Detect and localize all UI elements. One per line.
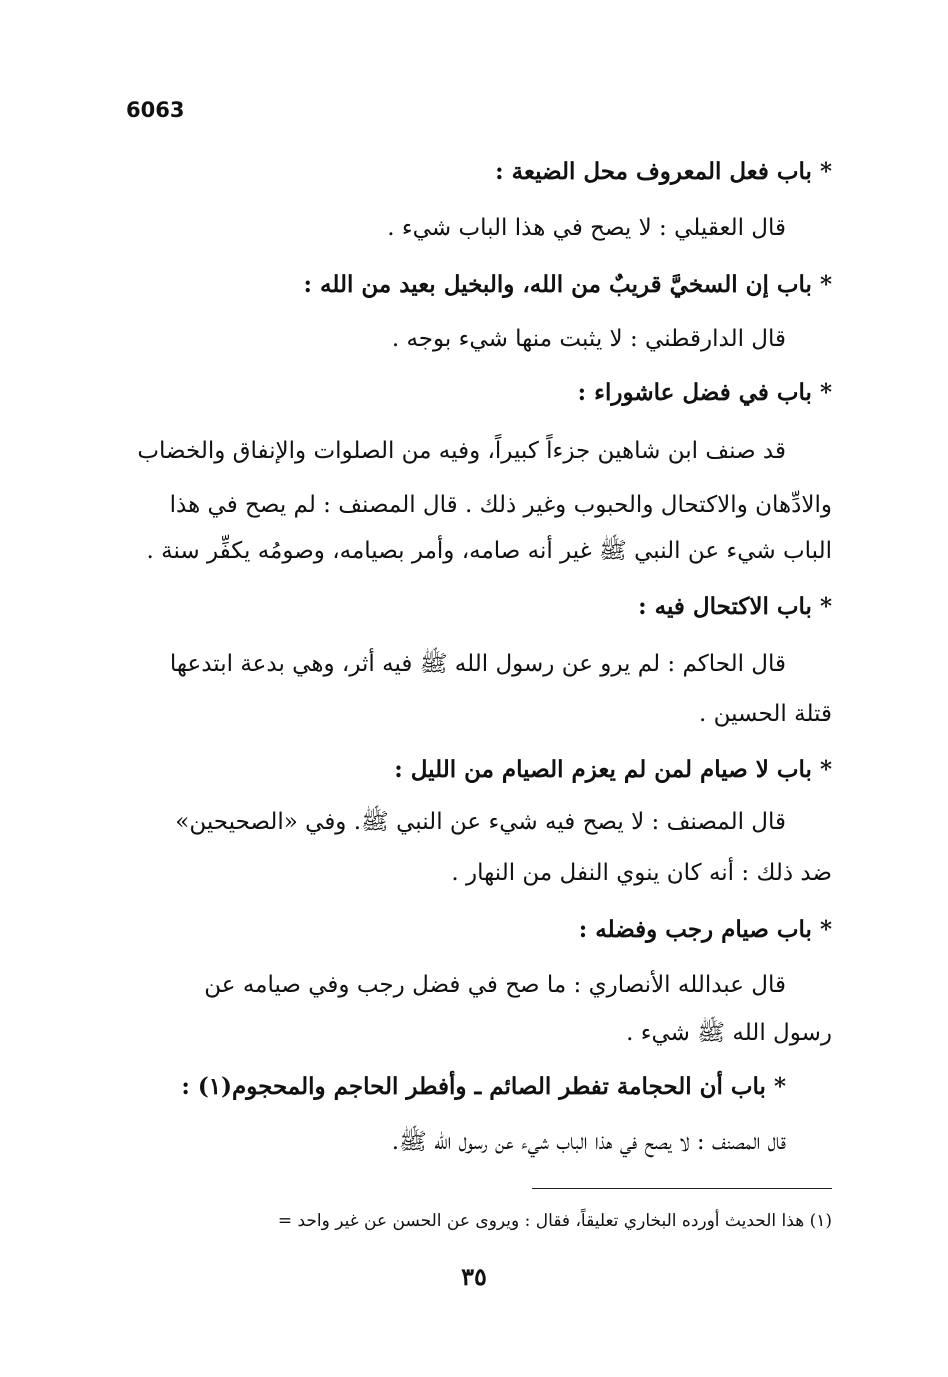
section-heading: * باب في فضل عاشوراء : <box>577 379 832 406</box>
section-heading: * باب إن السخيَّ قريبٌ من الله، والبخيل بعيد من الله : <box>303 271 832 298</box>
section-heading: * باب صيام رجب وفضله : <box>578 916 832 943</box>
section-body-line: ضد ذلك : أنه كان ينوي النفل من النهار . <box>451 860 832 886</box>
section-body-line: قد صنف ابن شاهين جزءاً كبيراً، وفيه من الصلوات والإنفاق والخضاب <box>137 438 786 464</box>
footnote-divider <box>532 1188 832 1189</box>
section-heading: * باب أن الحجامة تفطر الصائم ـ وأفطر الحاجم والمحجوم(١) : <box>181 1073 786 1100</box>
section-body-line: قتلة الحسين . <box>698 701 832 727</box>
footnote: (١) هذا الحديث أورده البخاري تعليقاً، فقال : ويروى عن الحسن عن غير واحد = <box>277 1211 832 1231</box>
section-body-line: قال العقيلي : لا يصح في هذا الباب شيء . <box>387 215 786 241</box>
page-id: 6063 <box>126 98 185 122</box>
section-body-line: والادِّهان والاكتحال والحبوب وغير ذلك . قال المصنف : لم يصح في هذا <box>169 492 832 518</box>
section-body-line: قال عبدالله الأنصاري : ما صح في فضل رجب وفي صيامه عن <box>204 972 786 998</box>
section-heading: * باب فعل المعروف محل الضيعة : <box>495 158 832 185</box>
section-body-line: قال المصنف : لا يصح في هذا الباب شيء عن رسول الله ﷺ. <box>391 1129 786 1155</box>
section-body-line: رسول الله ﷺ شيء . <box>626 1020 832 1046</box>
section-heading: * باب لا صيام لمن لم يعزم الصيام من الليل : <box>394 756 832 783</box>
section-heading: * باب الاكتحال فيه : <box>638 593 832 620</box>
page-number: ٣٥ <box>461 1262 487 1291</box>
section-body-line: قال المصنف : لا يصح فيه شيء عن النبي ﷺ. وفي «الصحيحين» <box>175 809 786 835</box>
section-body-line: الباب شيء عن النبي ﷺ غير أنه صامه، وأمر بصيامه، وصومُه يكفِّر سنة . <box>146 538 832 564</box>
section-body-line: قال الدارقطني : لا يثبت منها شيء بوجه . <box>391 326 786 352</box>
section-body-line: قال الحاكم : لم يرو عن رسول الله ﷺ فيه أثر، وهي بدعة ابتدعها <box>169 651 786 677</box>
